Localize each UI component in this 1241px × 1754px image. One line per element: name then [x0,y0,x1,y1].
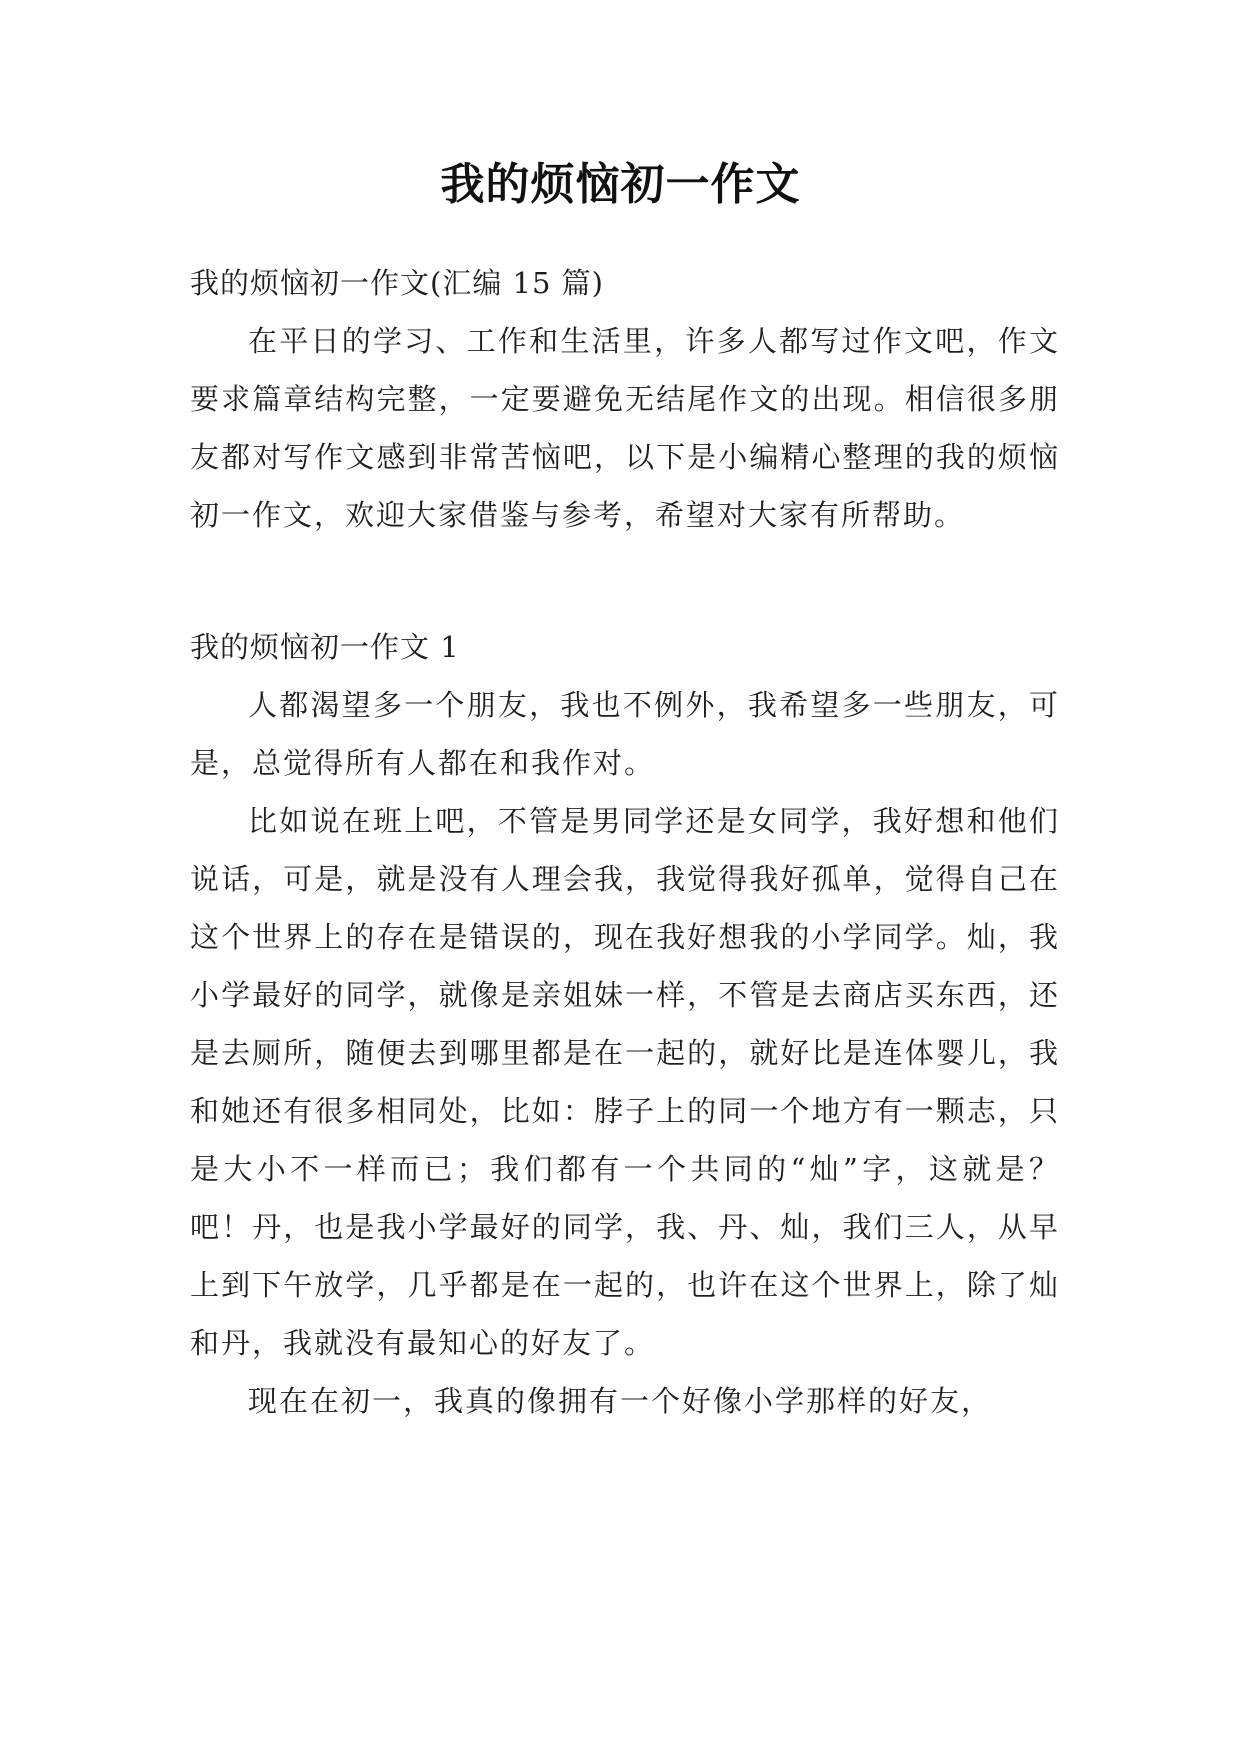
section-heading: 我的烦恼初一作文 1 [190,630,460,664]
intro-block [190,312,1060,544]
subtitle: 我的烦恼初一作文(汇编 15 篇) [190,266,604,300]
page-title: 我的烦恼初一作文 [440,159,801,210]
section-body [190,676,1060,1430]
paragraph-1: 人都渴望多一个朋友，我也不例外，我希望多一些朋友，可是，总觉得所有人都在和我作对。 [190,688,1060,780]
intro-paragraph: 在平日的学习、工作和生活里，许多人都写过作文吧，作文要求篇章结构完整，一定要避免无结尾作文的出现。相信很多朋友都对写作文感到非常苦恼吧，以下是小编精心整理的我的烦恼初一作文，欢迎大家借鉴与参考，希望对大家有所帮助。 [190,324,1060,532]
paragraph-2: 比如说在班上吧，不管是男同学还是女同学，我好想和他们说话，可是，就是没有人理会我，我觉得我好孤单，觉得自己在这个世界上的存在是错误的，现在我好想我的小学同学。灿，我小学最好的同学，就像是亲姐妹一样，不管是去商店买东西，还是去厕所，随便去到哪里都是在一起的，就好比是连体婴儿，我和她还有很多相同处，比如：脖子上的同一个地方有一颗志，只是大小不一样而已；我们都有一个共同的“灿”字，这就是？吧！丹，也是我小学最好的同学，我、丹、灿，我们三人，从早上到下午放学，几乎都是在一起的，也许在这个世界上，除了灿和丹，我就没有最知心的好友了。 [190,804,1060,1360]
paragraph-3: 现在在初一，我真的像拥有一个好像小学那样的好友， [248,1384,993,1418]
